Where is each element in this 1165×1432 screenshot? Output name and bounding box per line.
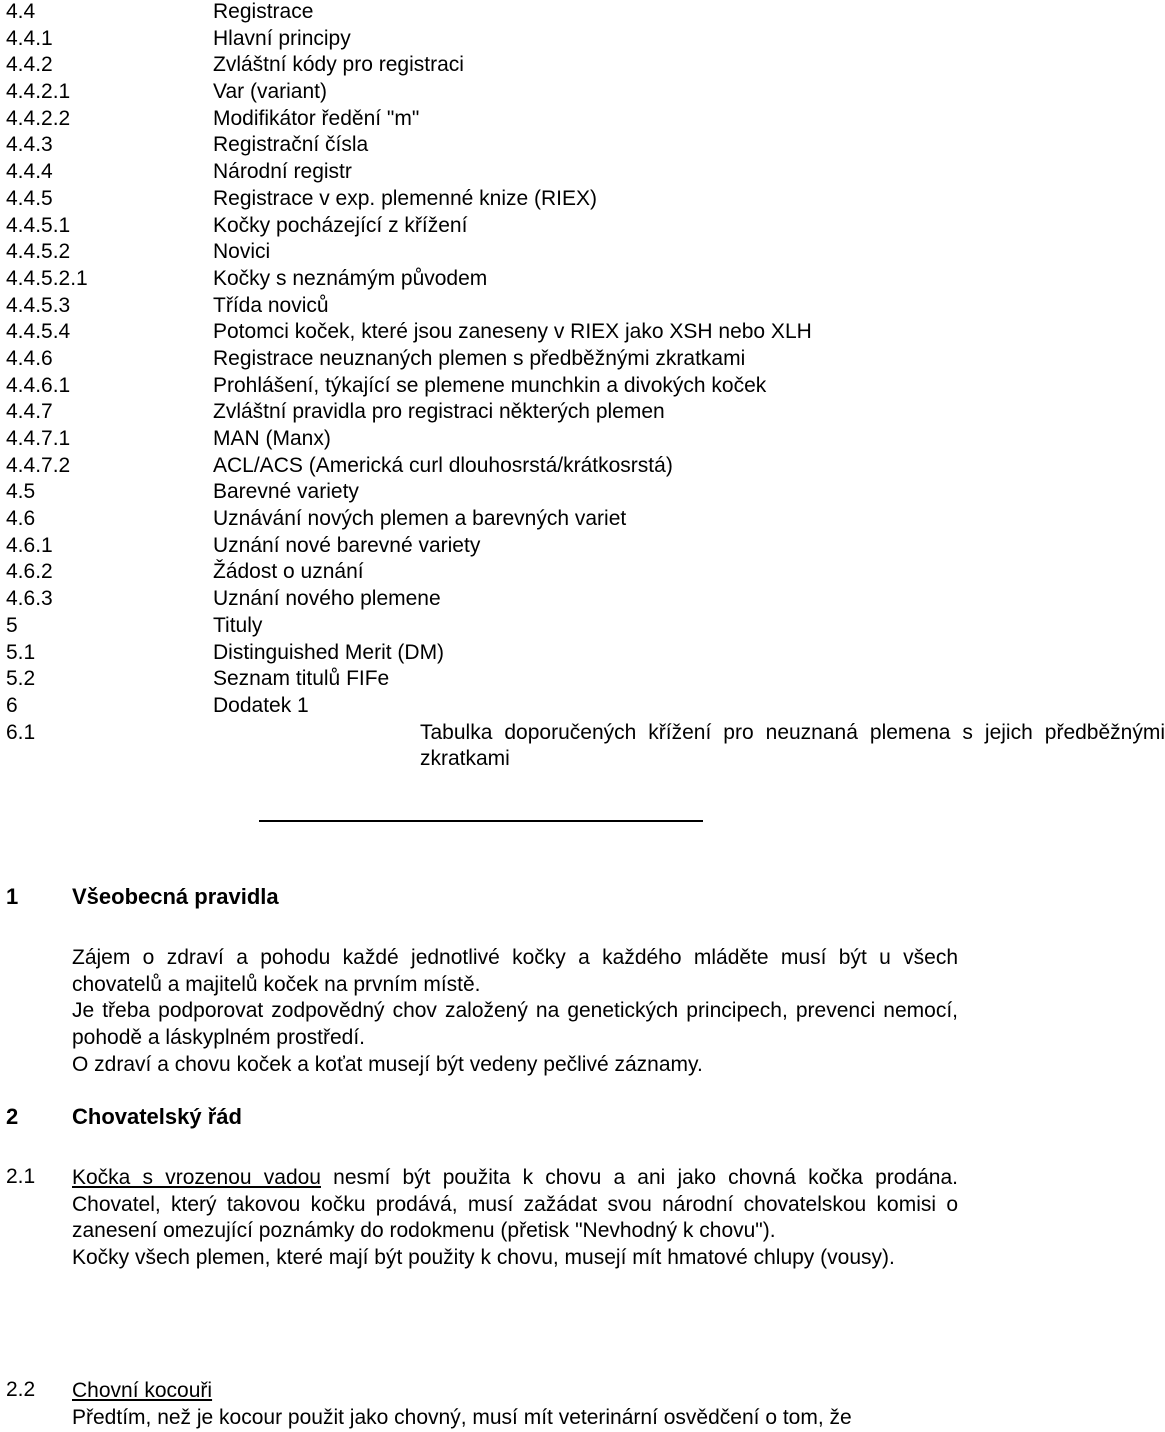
section-2-1-text: nesmí být použita k chovu a ani jako chovná kočka prodána. Chovatel, který takovou kočku prodává, musí zažádat svou národní chovatelskou komisi o zanesení omezující poznámky do rodokmenu (přetisk "Nevhodný k chovu"). [72,1166,958,1243]
toc-entry-number: 4.4.2.2 [6,106,71,130]
toc-entry [6,27,958,54]
toc-entry-number: 4.4.2 [6,53,53,77]
toc-entry-title: Prohlášení, týkající se plemene munchkin a divokých koček [213,373,767,397]
toc-entry-number: 4.4.5.2 [6,240,71,264]
section-1-body [72,945,958,1079]
toc-entry-title: Modifikátor ředění "m" [213,106,420,130]
toc-entry [6,267,958,294]
toc-entry [6,720,1165,774]
section-2-1-paragraph-2: Kočky všech plemen, které mají být použity k chovu, musejí mít hmatové chlupy (vousy). [72,1246,895,1270]
toc-entry [6,694,958,721]
toc-entry-number: 6 [6,693,18,717]
toc-entry-title: Žádost o uznání [213,560,364,584]
toc-entry [6,187,958,214]
toc-entry [6,240,958,267]
toc-entry-number: 5 [6,613,18,637]
toc-entry [6,320,958,347]
section-1-paragraph: Zájem o zdraví a pohodu každé jednotlivé kočky a každého mláděte musí být u všech chovatelů a majitelů koček na prvním místě. [72,946,958,996]
toc-entry-title: MAN (Manx) [213,427,331,450]
section-2-2-title: Chovní kocouři [72,1379,213,1402]
section-1-paragraph: Je třeba podporovat zodpovědný chov založený na genetických principech, prevenci nemocí, pohodě a láskyplném prostředí. [72,999,958,1050]
toc-entry-title: Uznávání nových plemen a barevných variet [213,507,627,531]
toc-entry [6,667,958,694]
toc-entry-number: 4.4.5.1 [6,213,71,237]
toc-entry [6,587,958,614]
toc-entry-number: 4.4.5.2.1 [6,266,88,290]
toc-entry-number: 4.4.6.1 [6,373,71,397]
section-2-2-body [72,1378,958,1431]
toc-entry-number: 4.4.4 [6,160,53,184]
toc-entry-number: 5.2 [6,667,36,691]
toc-entry-number: 6.1 [6,720,36,744]
toc-entry-title: Distinguished Merit (DM) [213,640,445,664]
toc-entry [6,133,958,160]
toc-entry-title: Barevné variety [213,480,359,504]
section-2-2-text: Předtím, než je kocour použit jako chovný, musí mít veterinární osvědčení o tom, že [72,1405,852,1429]
toc-entry-title: Uznání nové barevné variety [213,533,481,557]
toc-entry-title: Potomci koček, které jsou zaneseny v RIEX jako XSH nebo XLH [213,320,812,344]
toc-entry [6,107,958,134]
toc-entry-number: 5.1 [6,640,36,664]
toc-entry-number: 4.4.3 [6,133,53,157]
toc-entry-number: 4.4.5.3 [6,293,71,317]
toc-entry-title: Třída noviců [213,293,329,317]
section-2-1-paragraph [72,1165,958,1245]
toc-entry-number: 4.6 [6,507,36,531]
toc-entry [6,374,958,401]
toc-entry [6,80,958,107]
toc-entry [6,427,958,454]
toc-entry [6,507,958,534]
toc-entry-title: ACL/ACS (Americká curl dlouhosrstá/krátkosrstá) [213,453,673,477]
table-of-contents [6,0,1165,774]
toc-entry-title: Var (variant) [213,80,327,104]
toc-entry-title: Kočky pocházející z křížení [213,213,468,237]
toc-entry-title: Zvláštní pravidla pro registraci některých plemen [213,400,665,424]
toc-entry [6,400,958,427]
toc-entry-title: Hlavní principy [213,26,351,50]
toc-entry-title: Kočky s neznámým původem [213,266,488,290]
toc-entry-number: 4.5 [6,480,36,504]
toc-entry [6,160,958,187]
toc-entry [6,0,958,27]
toc-entry-title: Uznání nového plemene [213,587,441,611]
toc-entry [6,480,958,507]
toc-entry-title: Zvláštní kódy pro registraci [213,53,464,77]
toc-entry [6,560,958,587]
section-2-1-number: 2.1 [6,1165,36,1188]
toc-entry-number: 4.4.2.1 [6,80,71,104]
toc-entry [6,214,958,241]
section-2-2-heading [72,1378,958,1405]
toc-entry-title: Registrační čísla [213,133,369,157]
toc-entry-number: 4.4.1 [6,26,53,50]
toc-entry-title: Tabulka doporučených křížení pro neuznaná plemena s jejich předběžnými zkratkami [420,720,1165,771]
toc-entry-title: Seznam titulů FIFe [213,667,390,691]
toc-entry-title: Tituly [213,613,263,637]
toc-entry-number: 4.6.1 [6,533,53,557]
toc-entry [6,53,958,80]
section-2-2-number: 2.2 [6,1378,36,1401]
toc-entry-title: Registrace [213,0,314,23]
section-1-number: 1 [6,884,19,909]
toc-entry-number: 4.6.3 [6,587,53,611]
toc-entry-number: 4.4.5.4 [6,320,71,344]
toc-entry-number: 4.4.6 [6,346,53,370]
section-1-paragraph: O zdraví a chovu koček a koťat musejí být vedeny pečlivé záznamy. [72,1052,703,1076]
toc-entry-number: 4.4.7.2 [6,453,71,477]
toc-entry [6,534,958,561]
toc-entry [6,294,958,321]
section-1-title: Všeobecná pravidla [72,884,279,909]
toc-entry-number: 4.6.2 [6,560,53,584]
toc-entry-title: Novici [213,240,271,264]
separator-line [259,820,703,822]
toc-entry-title: Registrace v exp. plemenné knize (RIEX) [213,186,597,210]
toc-entry [6,614,958,641]
section-2-title: Chovatelský řád [72,1104,242,1129]
toc-entry [6,347,958,374]
toc-entry [6,454,958,481]
section-2-number: 2 [6,1104,19,1129]
toc-entry-title: Dodatek 1 [213,693,309,717]
toc-entry-title: Registrace neuznaných plemen s předběžnými zkratkami [213,346,746,370]
section-2-1-underlined-term: Kočka s vrozenou vadou [72,1166,321,1189]
toc-entry-number: 4.4 [6,0,36,23]
toc-entry-number: 4.4.5 [6,186,53,210]
toc-entry [6,641,958,668]
section-2-1-body [72,1165,958,1272]
toc-entry-number: 4.4.7.1 [6,427,71,450]
toc-entry-number: 4.4.7 [6,400,53,424]
toc-entry-title: Národní registr [213,160,352,184]
